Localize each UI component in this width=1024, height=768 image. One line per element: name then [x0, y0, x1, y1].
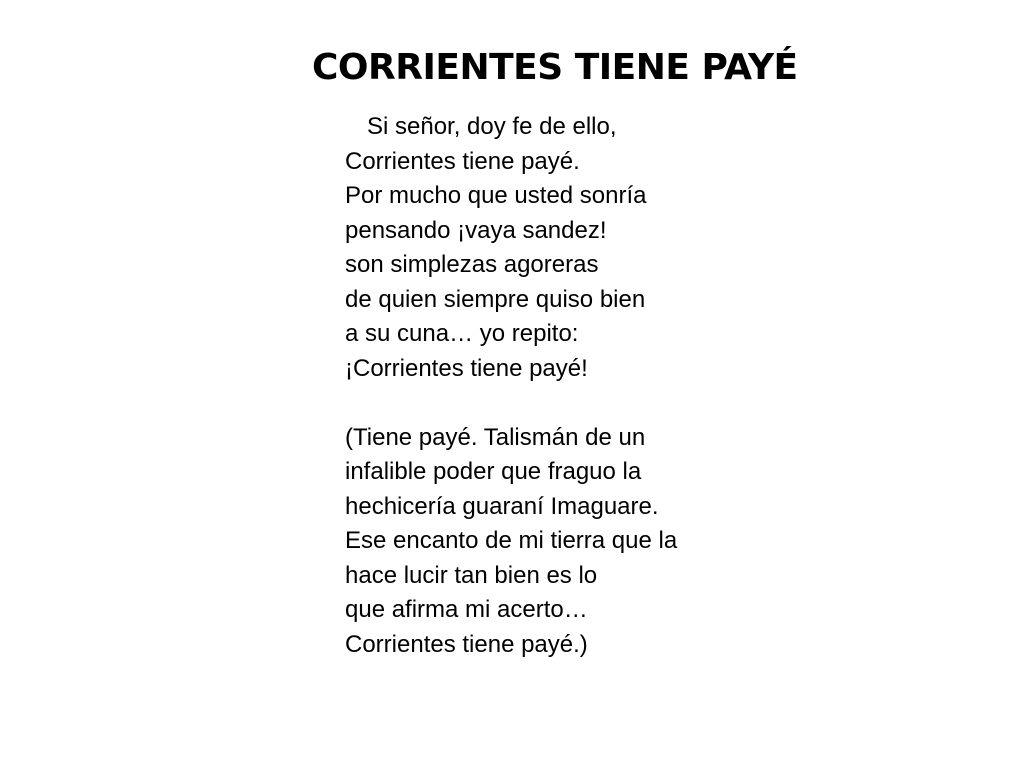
poem-line: Ese encanto de mi tierra que la: [345, 527, 678, 554]
poem-line: de quien siempre quiso bien: [345, 285, 646, 313]
poem-line: a su cuna… yo repito:: [345, 320, 579, 347]
poem-line: hace lucir tan bien es lo: [345, 561, 598, 589]
poem-line: son simplezas agoreras: [345, 251, 599, 278]
slide-title: CORRIENTES TIENE PAYÉ: [312, 47, 798, 88]
poem-line: ¡Corrientes tiene payé!: [345, 354, 588, 382]
poem-line: Corrientes tiene payé.: [345, 147, 580, 175]
poem-line: (Tiene payé. Talismán de un: [345, 423, 646, 451]
poem-line: pensando ¡vaya sandez!: [345, 216, 607, 244]
poem-line: Si señor, doy fe de ello,: [367, 113, 617, 140]
poem-line: infalible poder que fraguo la: [345, 458, 642, 485]
poem-line: Por mucho que usted sonría: [345, 182, 647, 209]
poem-body: [345, 110, 785, 662]
poem-line: que afirma mi acerto…: [345, 596, 588, 623]
poem-line: Corrientes tiene payé.): [345, 630, 588, 658]
poem-line: hechicería guaraní Imaguare.: [345, 492, 659, 520]
stanza-break: [345, 386, 785, 421]
